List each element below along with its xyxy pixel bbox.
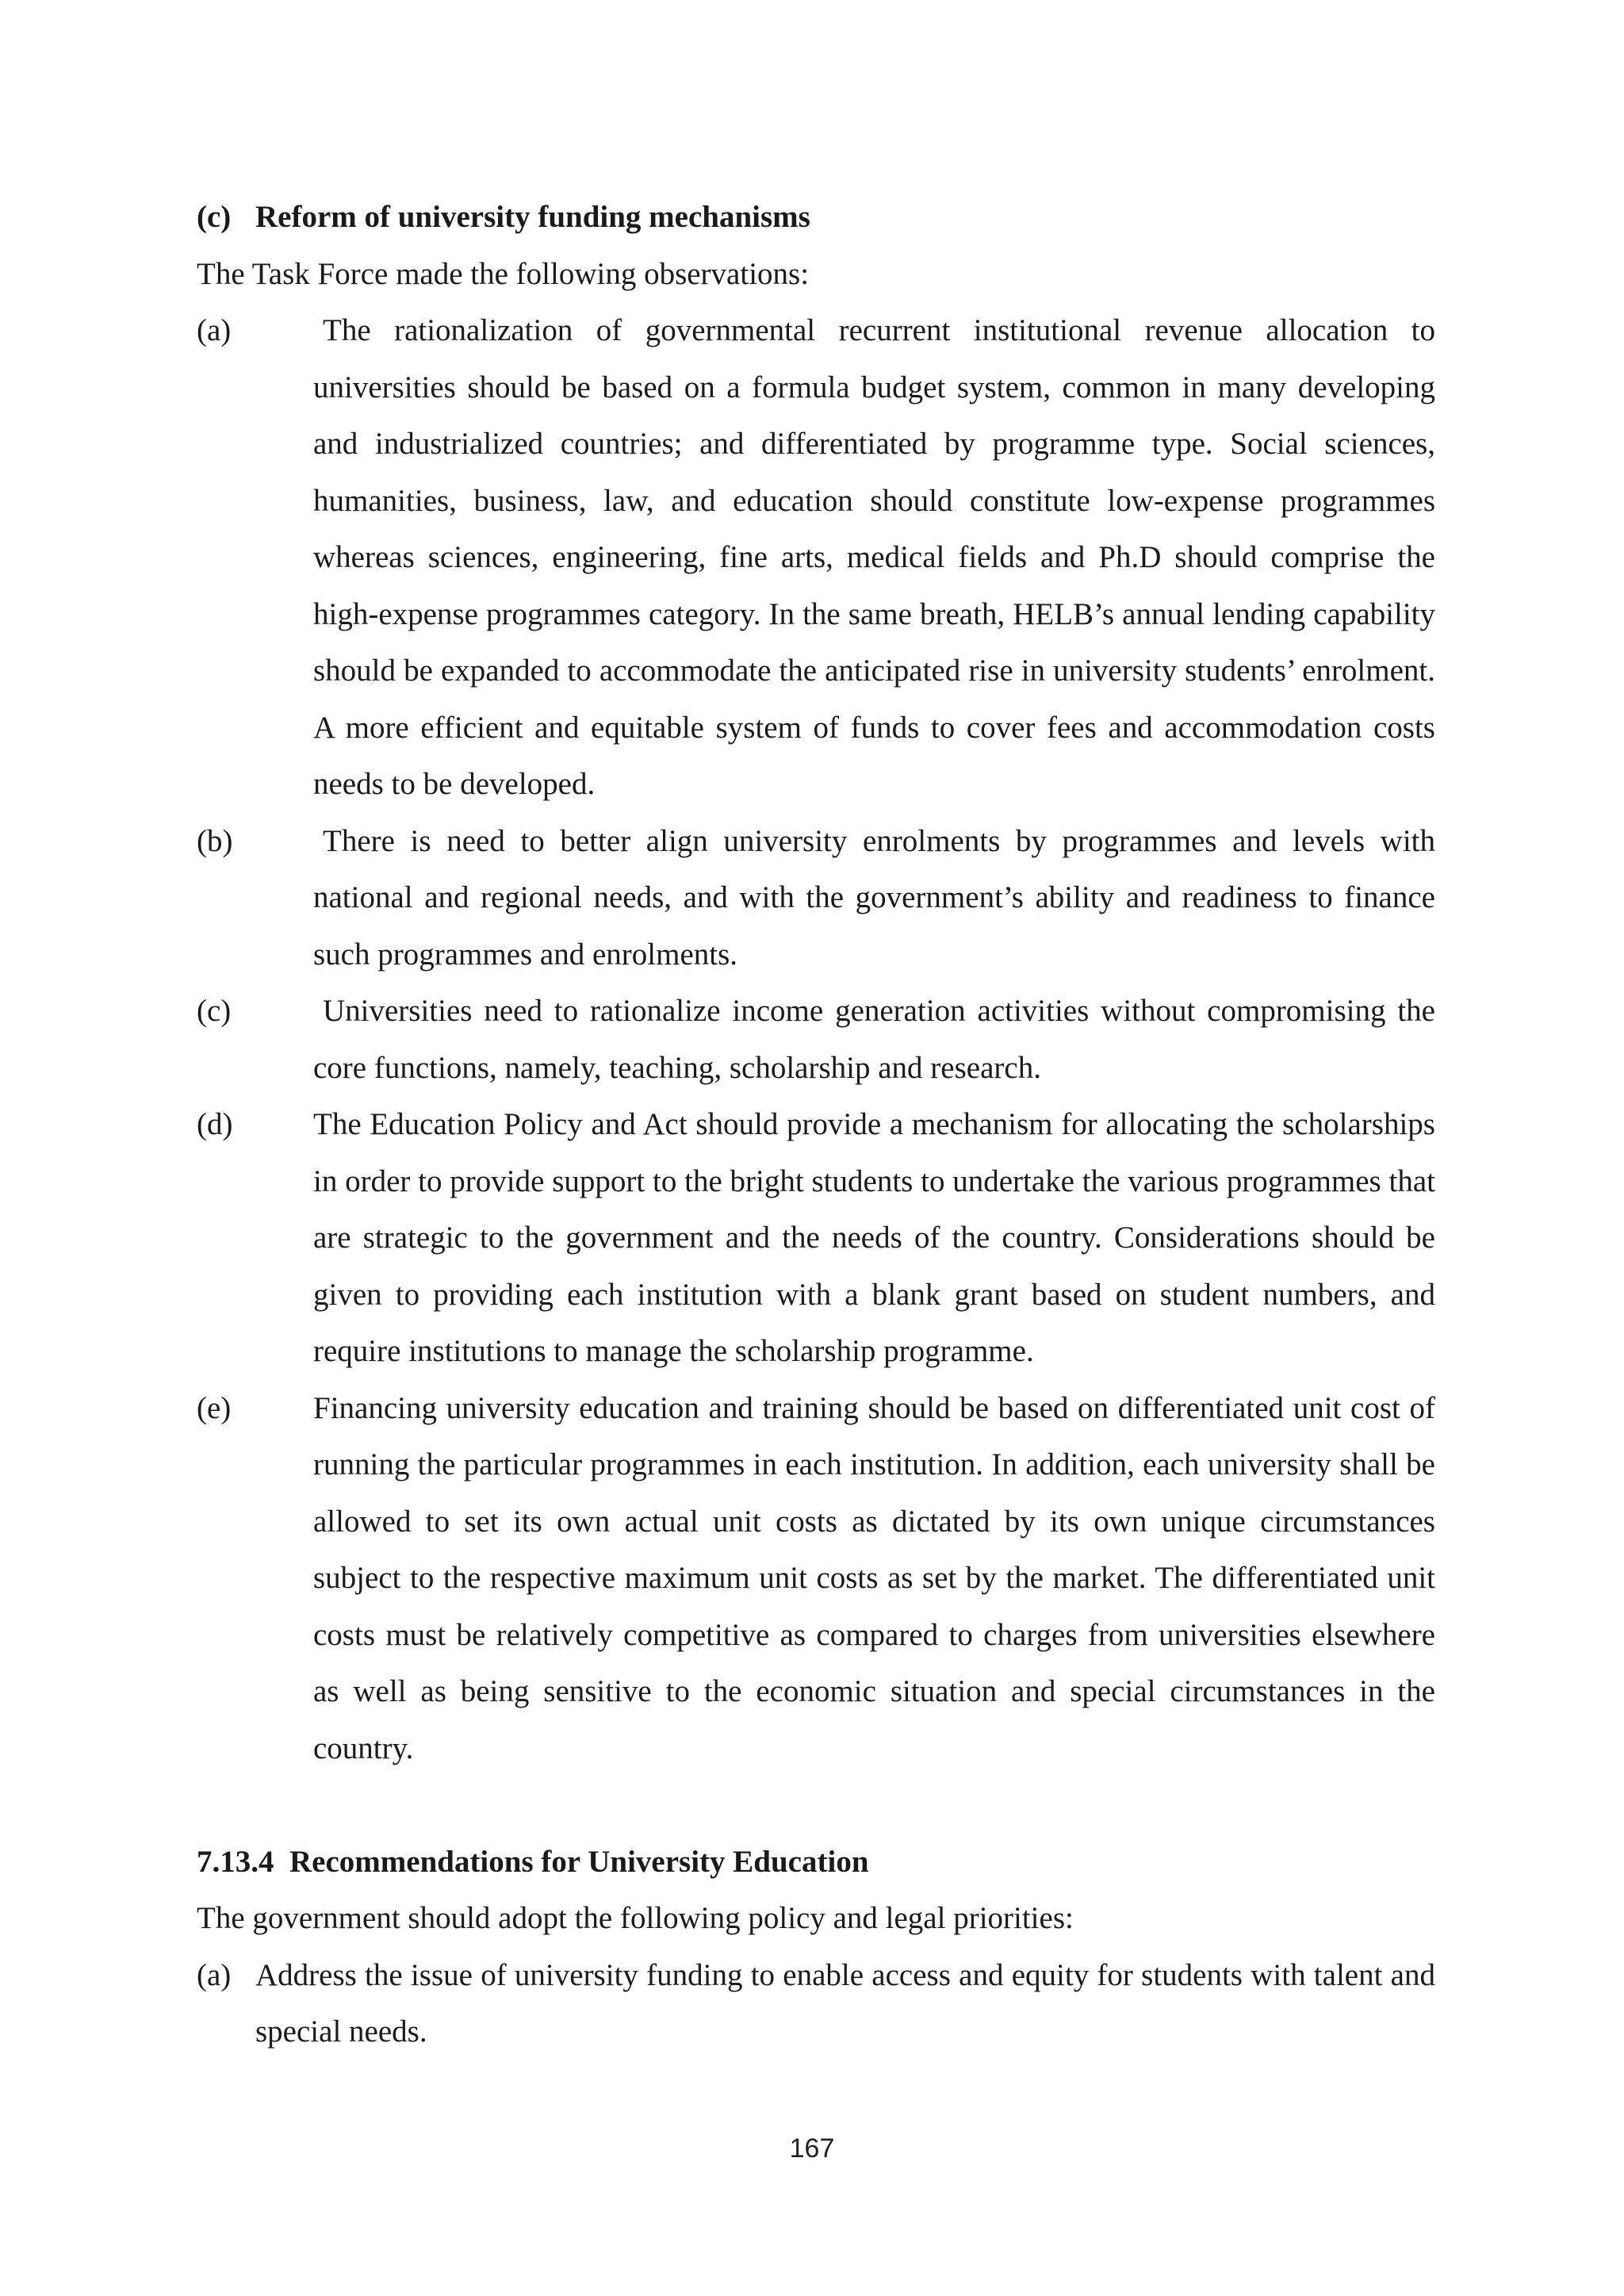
observation-item-e <box>197 1380 1435 1777</box>
recommendation-text: Address the issue of university funding to enable access and equity for students with talent and special needs. <box>255 1957 1435 2049</box>
section-spacer <box>197 1777 1435 1834</box>
section-c-intro: The Task Force made the following observations: <box>197 256 810 291</box>
observation-item-a <box>197 302 1435 813</box>
section-7-13-4-intro: The government should adopt the following policy and legal priorities: <box>197 1901 1074 1935</box>
observation-text: Universities need to rationalize income generation activities without compromising the core functions, namely, teaching, scholarship and research. <box>313 994 1435 1085</box>
page-content <box>197 189 1435 2060</box>
observation-text: The Education Policy and Act should provide a mechanism for allocating the scholarships in order to provide support to the bright students to undertake the various programmes that are strategic to the government and the needs of the country. Considerations should be given to providing each institution with a blank grant based on student numbers, and require institutions to manage the scholarship programme. <box>313 1107 1435 1368</box>
observation-marker: (c) <box>197 994 232 1028</box>
observation-text: There is need to better align university enrolments by programmes and levels with national and regional needs, and with the government’s ability and readiness to finance such programmes and enrolments. <box>313 823 1435 972</box>
observation-marker: (d) <box>197 1107 233 1141</box>
observation-item-c <box>197 983 1435 1096</box>
section-number: 7.13.4 <box>197 1844 274 1879</box>
observation-marker: (a) <box>197 313 232 347</box>
observation-item-b <box>197 813 1435 983</box>
section-title: Recommendations for University Education <box>289 1844 869 1879</box>
recommendation-item-a <box>197 1947 1435 2060</box>
section-c-heading <box>197 189 1435 246</box>
observation-text: Financing university education and training should be based on differentiated unit cost of running the particular programmes in each institution. In addition, each university shall be allowed to set its own actual unit costs as dictated by its own unique circumstances subject to the respective maximum unit costs as set by the market. The differentiated unit costs must be relatively competitive as compared to charges from universities elsewhere as well as being sensitive to the economic situation and special circumstances in the country. <box>313 1390 1435 1765</box>
recommendation-marker: (a) <box>197 1957 232 1992</box>
page-number: 167 <box>789 2133 835 2164</box>
observation-text: The rationalization of governmental recurrent institutional revenue allocation to universities should be based on a formula budget system, common in many developing and industrialized countries; and differentiated by programme type. Social sciences, humanities, business, law, and education should constitute low-expense programmes whereas sciences, engineering, fine arts, medical fields and Ph.D should comprise the high-expense programmes category. In the same breath, HELB’s annual lending capability should be expanded to accommodate the anticipated rise in university students’ enrolment. A more efficient and equitable system of funds to cover fees and accommodation costs needs to be developed. <box>313 313 1435 801</box>
section-c-label: (c) <box>197 200 232 234</box>
section-7-13-4-heading <box>197 1834 1435 1891</box>
observation-marker: (e) <box>197 1390 232 1425</box>
observation-marker: (b) <box>197 823 233 858</box>
section-c-title: Reform of university funding mechanisms <box>255 200 810 234</box>
observation-item-d <box>197 1096 1435 1380</box>
